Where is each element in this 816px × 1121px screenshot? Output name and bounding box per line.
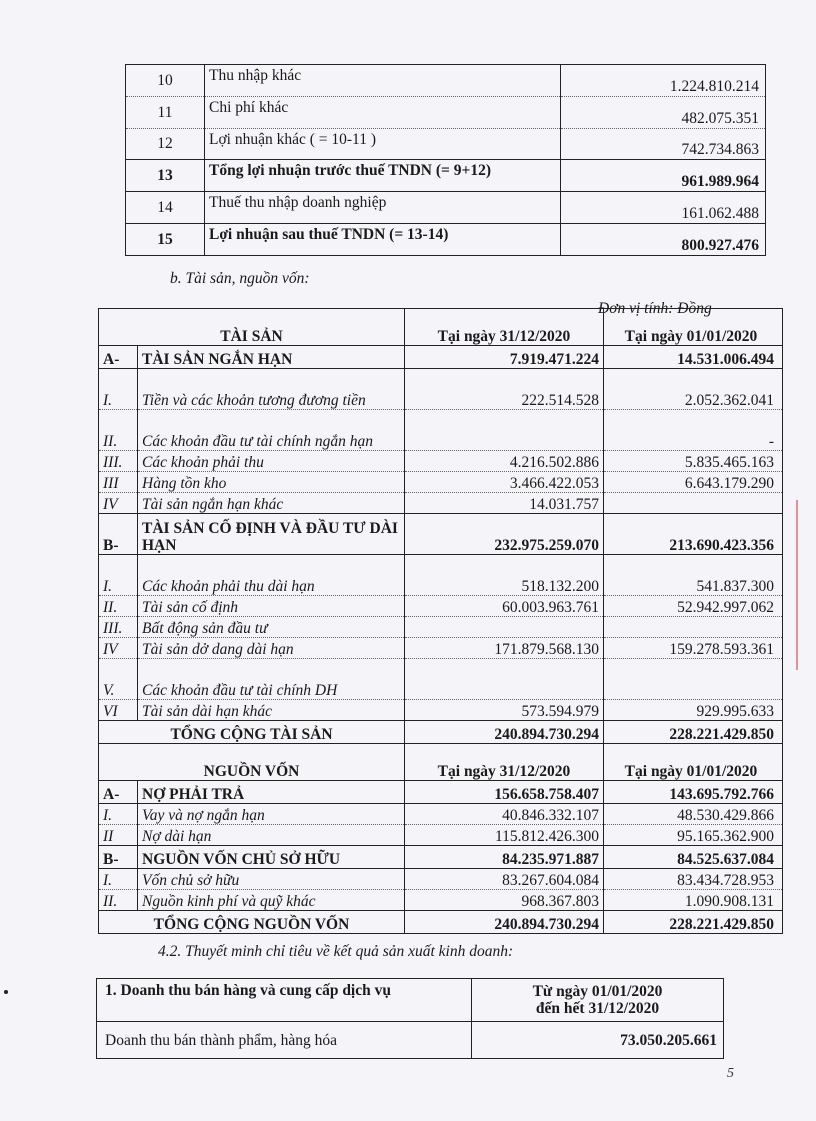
value-01-01-2020: 48.530.429.866: [604, 804, 783, 825]
sources-total-label: TỔNG CỘNG NGUỒN VỐN: [99, 911, 405, 934]
value-31-12-2020: 518.132.200: [405, 555, 604, 596]
income-row: [126, 128, 766, 160]
assets-row: [99, 659, 783, 700]
row-label: Thu nhập khác: [205, 65, 561, 97]
value-31-12-2020: 171.879.568.130: [405, 638, 604, 659]
value-01-01-2020: 5.835.465.163: [604, 451, 783, 472]
row-label: Vốn chủ sở hữu: [138, 869, 405, 890]
row-value: 1.224.810.214: [561, 65, 766, 97]
row-number: 15: [126, 223, 205, 255]
period-line-2: đến hết 31/12/2020: [535, 1000, 660, 1017]
value-01-01-2020: 213.690.423.356: [604, 514, 783, 555]
section-b-title: b. Tài sản, nguồn vốn:: [170, 270, 310, 287]
row-number: 14: [126, 192, 205, 224]
value-01-01-2020: 95.165.362.900: [604, 825, 783, 846]
row-code: II.: [99, 596, 138, 617]
row-label: Bất động sản đầu tư: [138, 617, 405, 638]
sources-row: [99, 846, 783, 869]
row-label: Các khoản phải thu dài hạn: [138, 555, 405, 596]
row-number: 13: [126, 160, 205, 192]
assets-header-label: TÀI SẢN: [99, 309, 405, 346]
value-01-01-2020: 2.052.362.041: [604, 369, 783, 410]
total-31-12-2020: 240.894.730.294: [405, 721, 604, 744]
row-code: IV: [99, 493, 138, 514]
row-code: I.: [99, 555, 138, 596]
row-code: IV: [99, 638, 138, 659]
assets-row: [99, 617, 783, 638]
assets-row: [99, 555, 783, 596]
row-label: Tài sản ngắn hạn khác: [138, 493, 405, 514]
row-number: 11: [126, 96, 205, 128]
value-01-01-2020: 541.837.300: [604, 555, 783, 596]
row-code: A-: [99, 346, 138, 369]
assets-row: [99, 472, 783, 493]
row-code: II: [99, 825, 138, 846]
row-label: Vay và nợ ngắn hạn: [138, 804, 405, 825]
value-31-12-2020: 4.216.502.886: [405, 451, 604, 472]
assets-total-label: TỔNG CỘNG TÀI SẢN: [99, 721, 405, 744]
row-code: V.: [99, 659, 138, 700]
row-value: 800.927.476: [561, 223, 766, 255]
sources-row: [99, 869, 783, 890]
row-label: TÀI SẢN NGẮN HẠN: [138, 346, 405, 369]
row-label: Tổng lợi nhuận trước thuế TNDN (= 9+12): [205, 160, 561, 192]
balance-table: [98, 308, 783, 934]
row-label: Các khoản đầu tư tài chính DH: [138, 659, 405, 700]
period-line-1: Từ ngày 01/01/2020: [532, 983, 663, 1000]
row-code: B-: [99, 846, 138, 869]
income-table: [125, 64, 766, 256]
assets-row: [99, 493, 783, 514]
value-01-01-2020: 1.090.908.131: [604, 890, 783, 911]
row-code: VI: [99, 700, 138, 721]
assets-row: [99, 638, 783, 659]
value-01-01-2020: [604, 659, 783, 700]
row-code: I.: [99, 804, 138, 825]
sources-col1-header: Tại ngày 31/12/2020: [405, 744, 604, 781]
revenue-head-row: [97, 979, 724, 1022]
value-31-12-2020: 40.846.332.107: [405, 804, 604, 825]
row-number: 12: [126, 128, 205, 160]
row-value: 742.734.863: [561, 128, 766, 160]
value-31-12-2020: 84.235.971.887: [405, 846, 604, 869]
value-31-12-2020: 7.919.471.224: [405, 346, 604, 369]
assets-row: [99, 410, 783, 451]
income-row: [126, 65, 766, 97]
value-31-12-2020: 968.367.803: [405, 890, 604, 911]
value-31-12-2020: [405, 410, 604, 451]
row-label: Nguồn kinh phí và quỹ khác: [138, 890, 405, 911]
sources-row: [99, 890, 783, 911]
row-value: 961.989.964: [561, 160, 766, 192]
value-01-01-2020: 14.531.006.494: [604, 346, 783, 369]
total-01-01-2020: 228.221.429.850: [604, 721, 783, 744]
value-31-12-2020: [405, 659, 604, 700]
row-code: III.: [99, 451, 138, 472]
row-number: 10: [126, 65, 205, 97]
value-31-12-2020: 115.812.426.300: [405, 825, 604, 846]
value-01-01-2020: 143.695.792.766: [604, 781, 783, 804]
sources-header-row: [99, 744, 783, 781]
row-label: Tài sản dở dang dài hạn: [138, 638, 405, 659]
value-31-12-2020: 14.031.757: [405, 493, 604, 514]
assets-col1-header: Tại ngày 31/12/2020: [405, 309, 604, 346]
row-code: II.: [99, 890, 138, 911]
assets-total-row: [99, 721, 783, 744]
row-value: 482.075.351: [561, 96, 766, 128]
income-row: [126, 96, 766, 128]
value-31-12-2020: [405, 617, 604, 638]
row-label: NỢ PHẢI TRẢ: [138, 781, 405, 804]
value-31-12-2020: 3.466.422.053: [405, 472, 604, 493]
assets-row: [99, 700, 783, 721]
value-31-12-2020: 83.267.604.084: [405, 869, 604, 890]
assets-row: [99, 596, 783, 617]
row-label: Thuế thu nhập doanh nghiệp: [205, 192, 561, 224]
value-01-01-2020: [604, 493, 783, 514]
row-label: Lợi nhuận khác ( = 10-11 ): [205, 128, 561, 160]
sources-row: [99, 825, 783, 846]
income-row: [126, 160, 766, 192]
row-label: Chi phí khác: [205, 96, 561, 128]
value-01-01-2020: 159.278.593.361: [604, 638, 783, 659]
value-01-01-2020: 84.525.637.084: [604, 846, 783, 869]
red-stamp-mark: [796, 500, 816, 670]
row-code: B-: [99, 514, 138, 555]
assets-row: [99, 514, 783, 555]
value-01-01-2020: [604, 617, 783, 638]
row-label: TÀI SẢN CỐ ĐỊNH VÀ ĐẦU TƯ DÀI HẠN: [138, 514, 405, 555]
revenue-row-value: 73.050.205.661: [472, 1022, 724, 1059]
value-31-12-2020: 222.514.528: [405, 369, 604, 410]
assets-row: [99, 369, 783, 410]
value-01-01-2020: -: [604, 410, 783, 451]
row-label: Tài sản cố định: [138, 596, 405, 617]
row-label: Nợ dài hạn: [138, 825, 405, 846]
row-label: Tài sản dài hạn khác: [138, 700, 405, 721]
value-31-12-2020: 232.975.259.070: [405, 514, 604, 555]
revenue-head-label: 1. Doanh thu bán hàng và cung cấp dịch vụ: [97, 979, 472, 1022]
row-label: Các khoản phải thu: [138, 451, 405, 472]
row-code: III.: [99, 617, 138, 638]
row-code: I.: [99, 369, 138, 410]
assets-row: [99, 346, 783, 369]
sources-row: [99, 804, 783, 825]
value-01-01-2020: 52.942.997.062: [604, 596, 783, 617]
revenue-row: [97, 1022, 724, 1059]
row-label: Tiền và các khoản tương đương tiền: [138, 369, 405, 410]
value-31-12-2020: 573.594.979: [405, 700, 604, 721]
value-31-12-2020: 60.003.963.761: [405, 596, 604, 617]
sources-total-row: [99, 911, 783, 934]
unit-label: Đơn vị tính: Đồng: [598, 300, 712, 317]
row-value: 161.062.488: [561, 192, 766, 224]
page-number: 5: [727, 1066, 734, 1081]
punch-dot: [4, 990, 8, 994]
row-code: A-: [99, 781, 138, 804]
income-row: [126, 192, 766, 224]
value-01-01-2020: 83.434.728.953: [604, 869, 783, 890]
sources-row: [99, 781, 783, 804]
row-code: II.: [99, 410, 138, 451]
total-01-01-2020: 228.221.429.850: [604, 911, 783, 934]
total-31-12-2020: 240.894.730.294: [405, 911, 604, 934]
revenue-table: [96, 978, 724, 1059]
row-label: Hàng tồn kho: [138, 472, 405, 493]
value-01-01-2020: 929.995.633: [604, 700, 783, 721]
section-42-title: 4.2. Thuyết minh chỉ tiêu về kết quả sản xuất kinh doanh:: [158, 943, 514, 960]
row-label: Lợi nhuận sau thuế TNDN (= 13-14): [205, 223, 561, 255]
assets-header-row: [99, 309, 783, 346]
sources-header-label: NGUỒN VỐN: [99, 744, 405, 781]
assets-col2-header: Tại ngày 01/01/2020: [604, 309, 783, 346]
revenue-period: [472, 979, 724, 1022]
row-label: Các khoản đầu tư tài chính ngắn hạn: [138, 410, 405, 451]
assets-row: [99, 451, 783, 472]
row-code: I.: [99, 869, 138, 890]
row-label: NGUỒN VỐN CHỦ SỞ HỮU: [138, 846, 405, 869]
income-row: [126, 223, 766, 255]
sources-col2-header: Tại ngày 01/01/2020: [604, 744, 783, 781]
revenue-row-label: Doanh thu bán thành phẩm, hàng hóa: [97, 1022, 472, 1059]
value-01-01-2020: 6.643.179.290: [604, 472, 783, 493]
value-31-12-2020: 156.658.758.407: [405, 781, 604, 804]
row-code: III: [99, 472, 138, 493]
